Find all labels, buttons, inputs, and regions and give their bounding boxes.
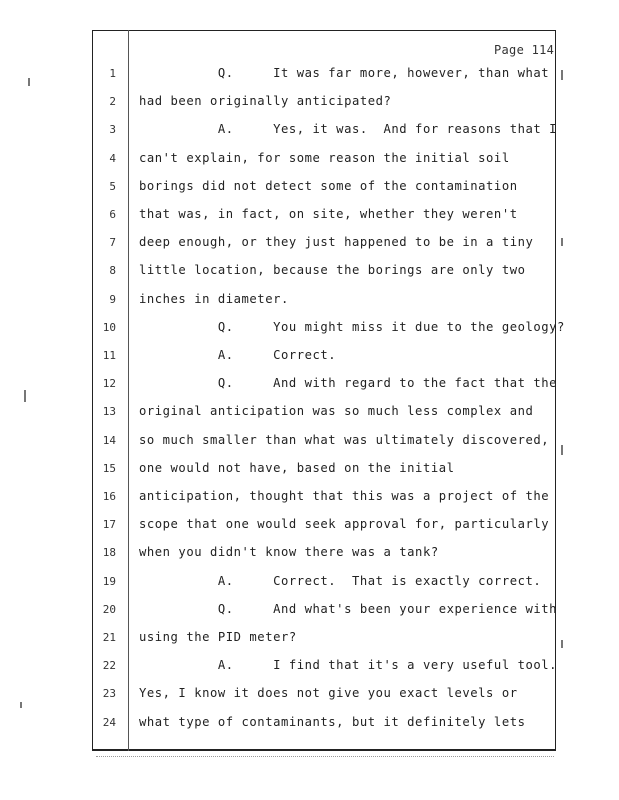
scan-speck <box>561 445 563 455</box>
transcript-line: Q. You might miss it due to the geology? <box>139 319 565 334</box>
line-number: 11 <box>102 349 116 362</box>
line-number: 18 <box>102 546 116 560</box>
line-number: 15 <box>102 461 116 475</box>
line-number: 12 <box>102 377 116 391</box>
line-number: 2 <box>109 95 116 109</box>
transcript-line: scope that one would seek approval for, particularly <box>139 517 550 532</box>
transcript-line: A. Correct. <box>139 348 337 362</box>
scan-speck <box>561 238 563 246</box>
transcript-line: when you didn't know there was a tank? <box>139 545 439 560</box>
line-number: 5 <box>109 179 116 193</box>
transcript-line: Q. And what's been your experience with <box>139 601 558 616</box>
transcript-line: original anticipation was so much less complex and <box>139 404 534 419</box>
line-number: 1 <box>109 67 116 80</box>
transcript-line: had been originally anticipated? <box>139 94 392 109</box>
line-number: 21 <box>102 631 116 644</box>
scan-speck <box>24 390 26 402</box>
line-number: 4 <box>109 151 116 165</box>
line-number: 19 <box>102 574 116 588</box>
scan-footer-artifact <box>96 756 554 757</box>
line-number: 6 <box>109 208 116 221</box>
transcript-line: inches in diameter. <box>139 291 289 306</box>
transcript-line: using the PID meter? <box>139 630 297 644</box>
line-number: 13 <box>102 405 116 419</box>
transcript-line: Yes, I know it does not give you exact levels or <box>139 686 518 701</box>
line-number: 20 <box>102 602 116 616</box>
transcript-line: borings did not detect some of the contamination <box>139 178 518 193</box>
line-number: 7 <box>109 236 116 250</box>
transcript-line: little location, because the borings are only two <box>139 263 526 278</box>
transcript-line: A. I find that it's a very useful tool. <box>139 658 558 673</box>
line-number: 24 <box>102 715 116 729</box>
transcript-line: Q. And with regard to the fact that the <box>139 376 558 391</box>
transcript-line: one would not have, based on the initial <box>139 460 455 475</box>
line-number: 3 <box>109 123 116 137</box>
transcript-line: deep enough, or they just happened to be in a tiny <box>139 235 534 250</box>
line-number: 14 <box>102 433 116 447</box>
transcript-line: A. Correct. That is exactly correct. <box>139 573 542 588</box>
line-number: 22 <box>102 659 116 673</box>
line-number: 17 <box>102 518 116 532</box>
scan-speck <box>561 70 563 80</box>
transcript-line: can't explain, for some reason the initial soil <box>139 150 510 165</box>
scan-speck <box>20 702 22 708</box>
scan-speck <box>28 78 30 86</box>
scan-speck <box>561 640 563 648</box>
line-number: 9 <box>109 292 116 306</box>
line-number: 10 <box>102 320 116 334</box>
line-number: 23 <box>102 687 116 701</box>
line-number: 8 <box>109 264 116 278</box>
transcript-line: so much smaller than what was ultimately discovered, <box>139 432 550 447</box>
transcript-line: A. Yes, it was. And for reasons that I <box>139 122 558 137</box>
transcript-line: Q. It was far more, however, than what <box>139 66 550 80</box>
page-number: Page 114 <box>494 43 555 57</box>
transcript-line: what type of contaminants, but it definitely lets <box>139 714 526 729</box>
line-number: 16 <box>102 490 116 503</box>
transcript-line: anticipation, thought that this was a project of the <box>139 489 550 503</box>
transcript-line: that was, in fact, on site, whether they weren't <box>139 207 518 221</box>
line-number-margin-rule <box>128 30 129 751</box>
